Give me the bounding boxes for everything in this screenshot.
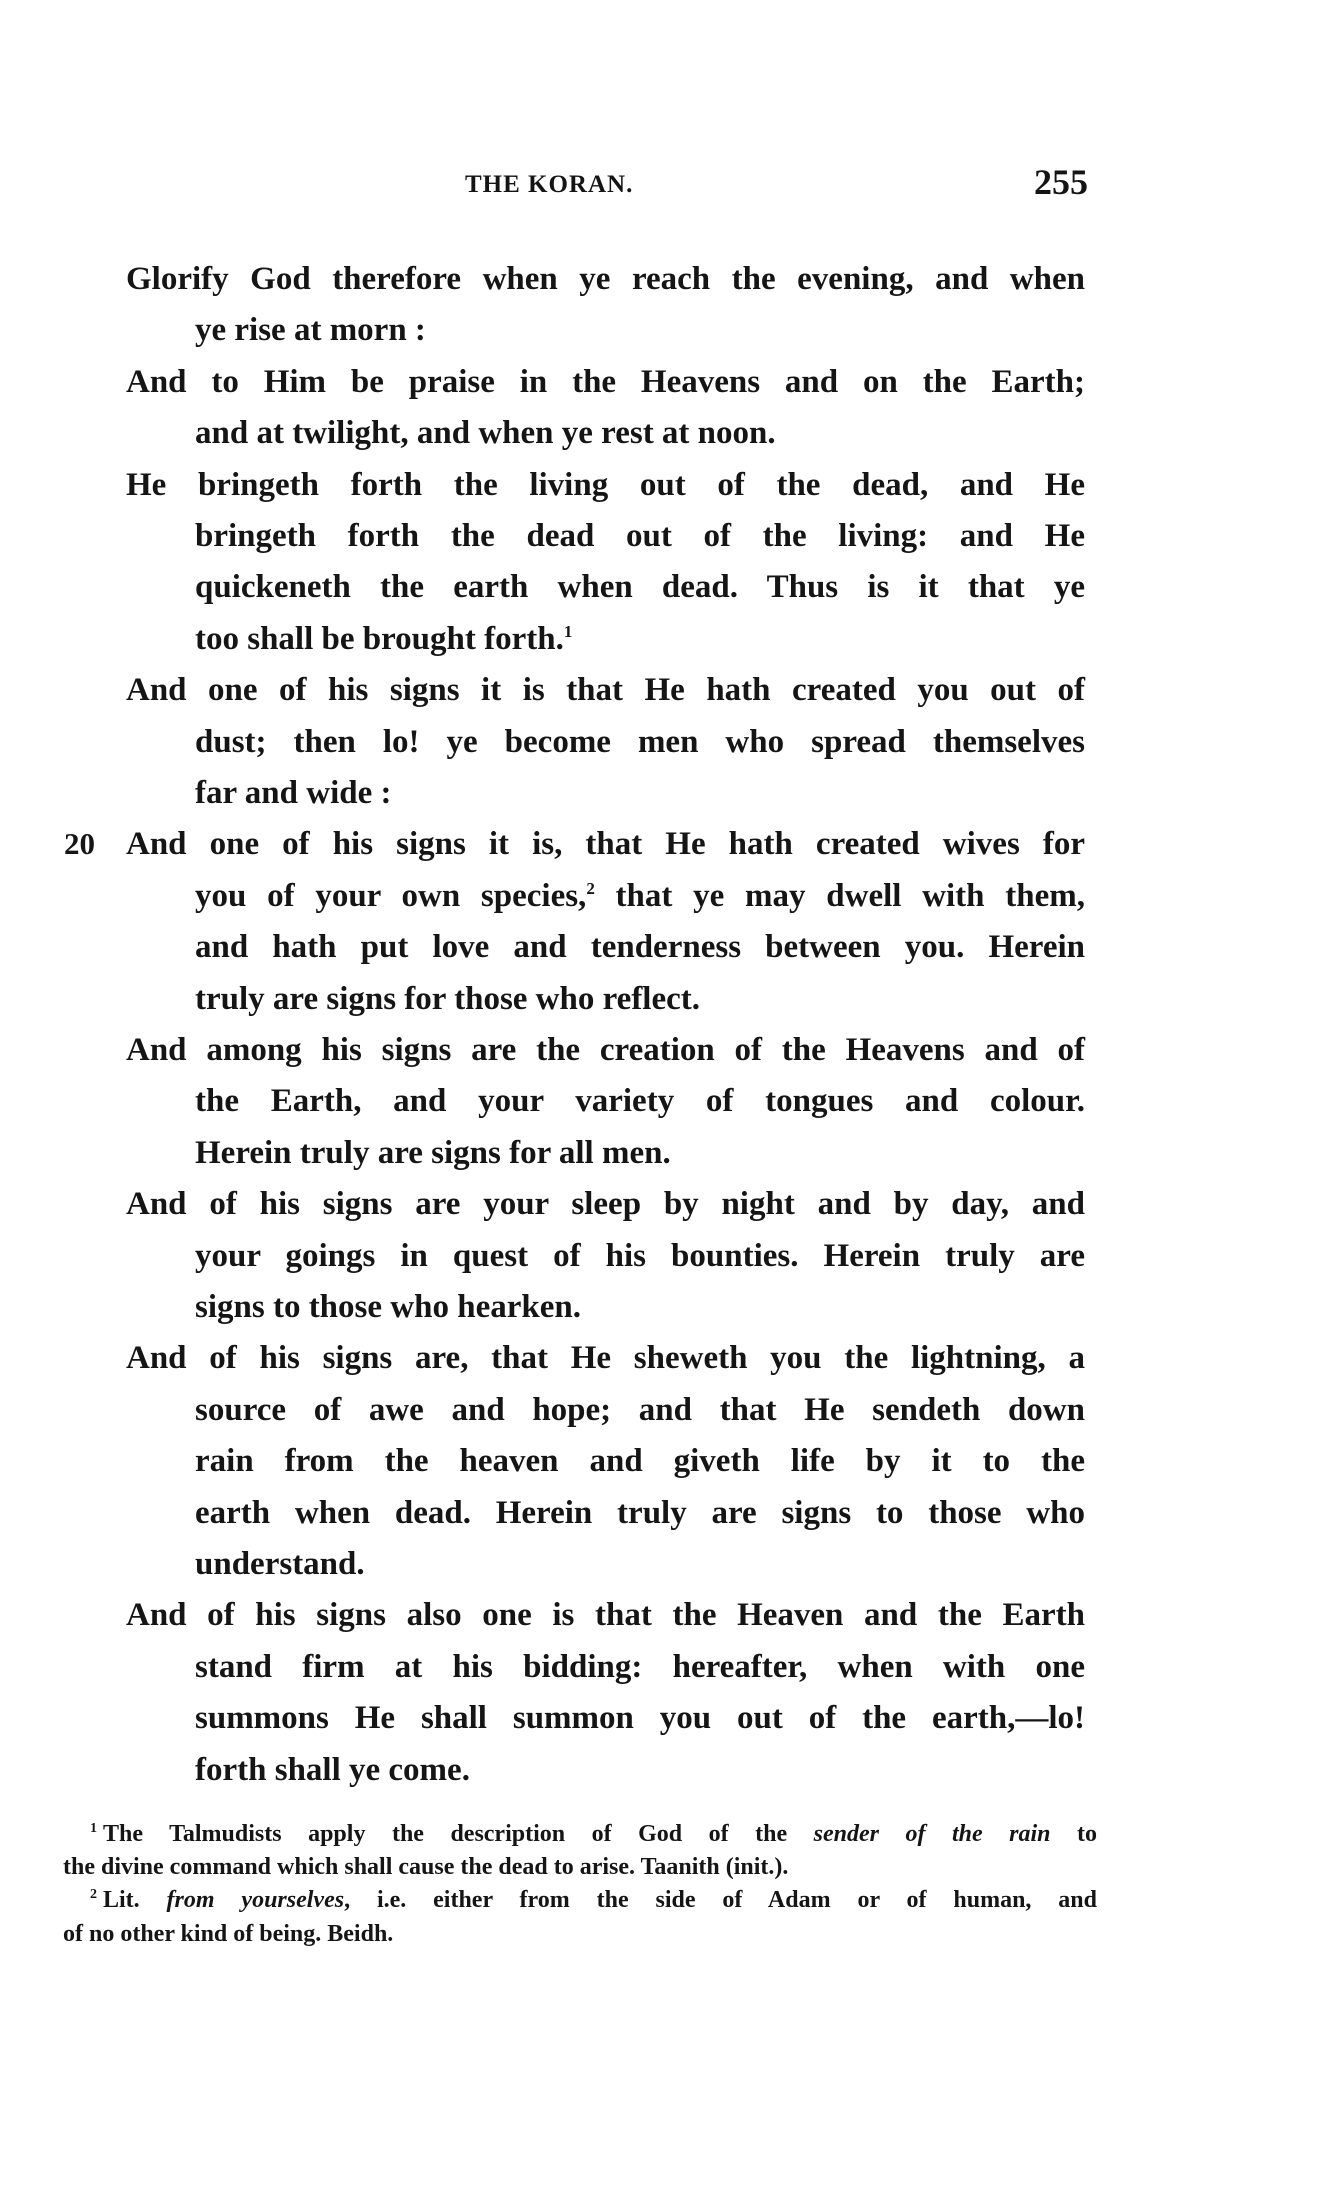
footnote-marker: 2: [90, 1887, 97, 1902]
verse-first-line: [126, 668, 1085, 712]
verse-continuation-line: [195, 565, 1085, 609]
footnote-line: [90, 1884, 1097, 1916]
footnote-text: , i.e. either from the side of Adam or of human, and: [344, 1887, 1097, 1913]
verse-first-line: [126, 822, 1085, 866]
verse-first-line: [126, 1028, 1085, 1072]
verse-continuation-line: [195, 1388, 1085, 1432]
line-text: bringeth forth the dead out of the living: and He: [195, 518, 1085, 554]
verse-continuation-line: [195, 1491, 1085, 1535]
verse-continuation-line: [195, 720, 1085, 764]
line-text: And of his signs are, that He sheweth you the lightning, a: [126, 1340, 1085, 1376]
verse-continuation-line: [195, 1439, 1085, 1483]
footnote-italic-text: sender of the rain: [813, 1821, 1051, 1847]
verse-first-line: [126, 257, 1085, 301]
verse-continuation-line: [195, 771, 1085, 815]
footnote-text: of no other kind of being. Beidh.: [63, 1921, 394, 1947]
line-text: and hath put love and tenderness between you. Herein: [195, 929, 1085, 965]
line-text: truly are signs for those who reflect.: [195, 981, 701, 1017]
footnote-line: [90, 1818, 1097, 1850]
verse-continuation-line: [195, 1234, 1085, 1278]
line-text: too shall be brought forth.: [195, 621, 564, 657]
line-text: Herein truly are signs for all men.: [195, 1135, 671, 1171]
page-number: 255: [1034, 162, 1088, 202]
line-text: source of awe and hope; and that He sendeth down: [195, 1392, 1085, 1428]
verse-continuation-line: [195, 1131, 1085, 1175]
line-text: rain from the heaven and giveth life by it to the: [195, 1443, 1085, 1479]
verse-number: 20: [64, 826, 95, 861]
verse-continuation-line: [195, 925, 1085, 969]
footnote-text: Lit.: [103, 1887, 167, 1913]
line-text: the Earth, and your variety of tongues and colour.: [195, 1083, 1085, 1119]
verse-continuation-line: [195, 1645, 1085, 1689]
line-text: that ye may dwell with them,: [594, 878, 1085, 914]
line-text: He bringeth forth the living out of the dead, and He: [126, 467, 1085, 503]
line-text: forth shall ye come.: [195, 1752, 470, 1788]
line-text: And to Him be praise in the Heavens and on the Earth;: [126, 364, 1085, 400]
line-text: And among his signs are the creation of the Heavens and of: [126, 1032, 1085, 1068]
verse-first-line: [126, 1593, 1085, 1637]
verse-continuation-line: [195, 411, 1085, 455]
footnote-reference: 1: [563, 622, 573, 641]
footnote-italic-text: from yourselves: [166, 1887, 345, 1913]
footnote-text: to: [1050, 1821, 1097, 1847]
footnote-reference: 2: [586, 879, 595, 898]
footnote-text: the divine command which shall cause the dead to arise. Taanith (init.).: [63, 1854, 789, 1880]
line-text: And of his signs also one is that the Heaven and the Earth: [126, 1597, 1085, 1633]
line-text: you of your own species,: [195, 878, 587, 914]
footnote-line: [63, 1851, 1097, 1883]
verse-continuation-line: [195, 308, 1085, 352]
line-text: summons He shall summon you out of the earth,—lo!: [195, 1700, 1085, 1736]
verse-continuation-line: [195, 1542, 1085, 1586]
verse-first-line: [126, 463, 1085, 507]
line-text: And one of his signs it is that He hath created you out of: [126, 672, 1085, 708]
line-text: and at twilight, and when ye rest at noon.: [195, 415, 776, 451]
footnote-marker: 1: [90, 1821, 97, 1836]
line-text: your goings in quest of his bounties. Herein truly are: [195, 1238, 1085, 1274]
line-text: understand.: [195, 1546, 365, 1582]
verse-continuation-line: [195, 1696, 1085, 1740]
verse-continuation-line: [195, 617, 1085, 661]
verse-continuation-line: [195, 1079, 1085, 1123]
line-text: signs to those who hearken.: [195, 1289, 581, 1325]
verse-first-line: [126, 1336, 1085, 1380]
line-text: And of his signs are your sleep by night and by day, and: [126, 1186, 1085, 1222]
line-text: earth when dead. Herein truly are signs to those who: [195, 1495, 1085, 1531]
line-text: quickeneth the earth when dead. Thus is it that ye: [195, 569, 1085, 605]
verse-continuation-line: [195, 1285, 1085, 1329]
running-head: THE KORAN.: [465, 171, 634, 198]
line-text: ye rise at morn :: [195, 312, 426, 348]
line-text: Glorify God therefore when ye reach the evening, and when: [126, 261, 1085, 297]
verse-continuation-line: [195, 977, 1085, 1021]
line-text: stand firm at his bidding: hereafter, when with one: [195, 1649, 1085, 1685]
verse-continuation-line: [195, 1748, 1085, 1792]
footnote-line: [63, 1918, 1097, 1950]
verse-continuation-line: [195, 514, 1085, 558]
line-text: And one of his signs it is, that He hath created wives for: [126, 826, 1085, 862]
line-text: dust; then lo! ye become men who spread themselves: [195, 724, 1085, 760]
verse-first-line: [126, 1182, 1085, 1226]
verse-continuation-line: [195, 874, 1085, 918]
footnote-text: The Talmudists apply the description of God of the: [103, 1821, 814, 1847]
line-text: far and wide :: [195, 775, 392, 811]
verse-first-line: [126, 360, 1085, 404]
